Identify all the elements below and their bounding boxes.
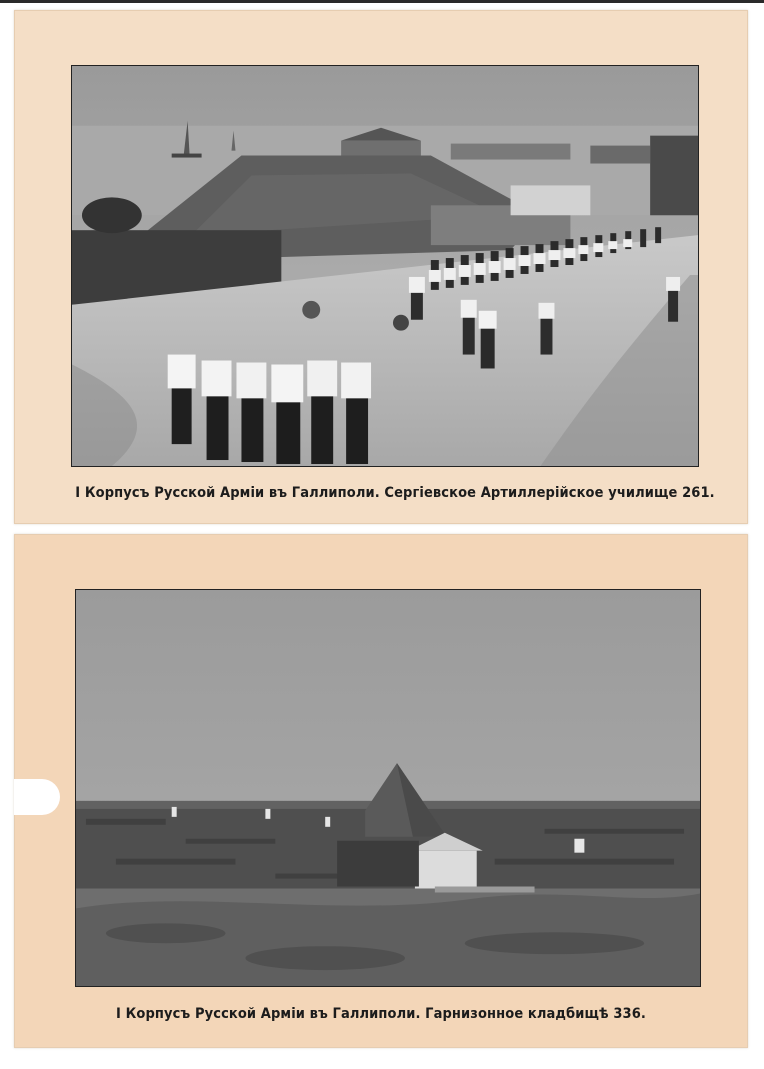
photo-cemetery-monument <box>75 589 701 987</box>
card-notch <box>14 779 60 815</box>
postcard-2 <box>14 534 748 1048</box>
cemetery-monument-image <box>76 590 700 986</box>
postcard-1-caption: I Корпусъ Русской Арміи въ Галлиполи. Сергіевское Артиллерійское училище 261. <box>75 485 715 501</box>
postcard-1 <box>14 10 748 524</box>
scan-top-edge <box>0 0 764 3</box>
marching-column-image <box>72 66 698 466</box>
postcard-2-caption: I Корпусъ Русской Арміи въ Галлиполи. Гарнизонное кладбищѣ 336. <box>116 1006 646 1022</box>
photo-marching-column <box>71 65 699 467</box>
